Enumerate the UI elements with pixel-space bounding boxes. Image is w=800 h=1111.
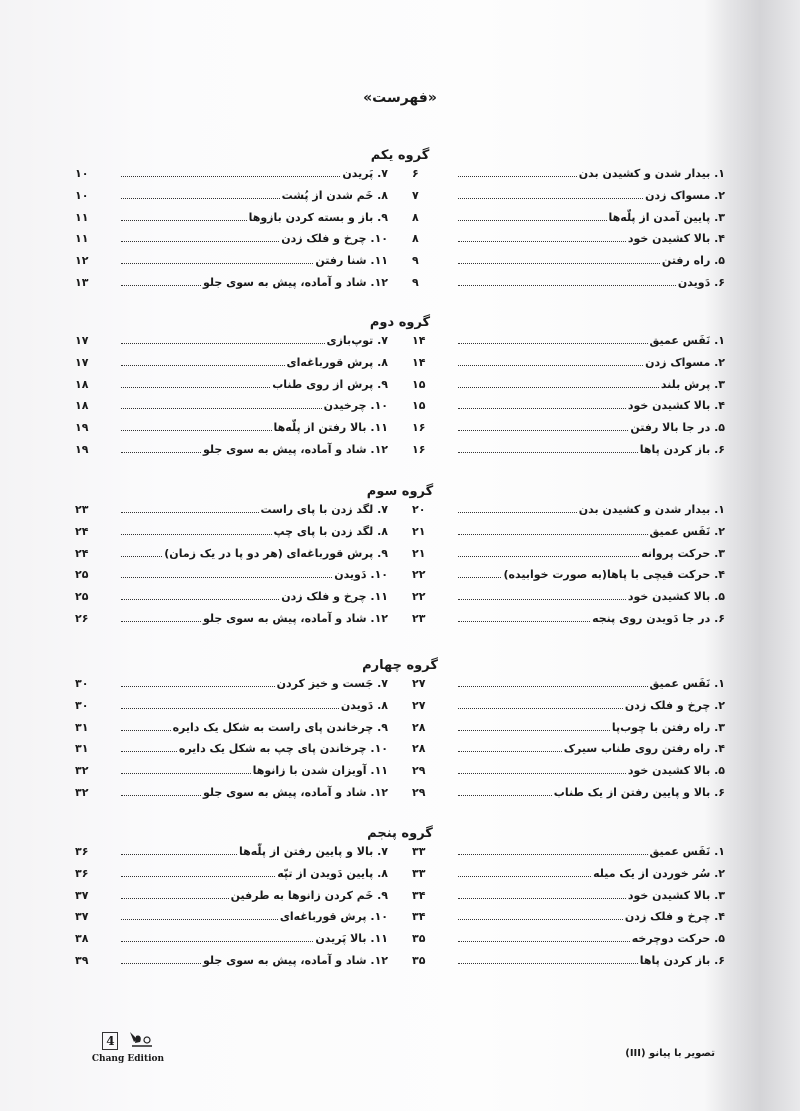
toc-entry[interactable] xyxy=(75,378,388,400)
dot-leader xyxy=(458,176,577,177)
entry-title: ۴. راه رفتن روی طناب سیرک xyxy=(563,742,725,756)
entry-page-number: ۲۳ xyxy=(412,611,426,625)
toc-entry[interactable] xyxy=(412,254,725,276)
toc-entry[interactable] xyxy=(412,399,725,421)
entry-title: ۱. نَفَس عمیق xyxy=(649,845,725,858)
toc-entry[interactable] xyxy=(75,525,388,547)
dot-leader xyxy=(121,452,201,453)
dot-leader xyxy=(458,898,626,899)
entry-title: ۴. بالا کشیدن خود xyxy=(627,232,725,246)
dot-leader xyxy=(121,408,322,409)
group-title: گروه چهارم xyxy=(362,658,438,673)
entry-title: ۲. مسواک زدن xyxy=(645,188,725,202)
dot-leader xyxy=(121,220,247,221)
entry-title: ۱. بیدار شدن و کشیدن بدن xyxy=(578,503,725,516)
dot-leader xyxy=(121,512,259,513)
entry-page-number: ۱۴ xyxy=(412,355,426,369)
dot-leader xyxy=(458,773,626,774)
dot-leader xyxy=(121,534,272,535)
toc-entry[interactable] xyxy=(75,889,388,911)
book-title: تصویر با پیانو (III) xyxy=(625,1048,715,1059)
dot-leader xyxy=(121,365,285,366)
entry-title: ۱. بیدار شدن و کشیدن بدن xyxy=(578,167,725,180)
group-title: گروه یکم xyxy=(370,148,430,163)
toc-entry[interactable] xyxy=(412,786,725,808)
dot-leader xyxy=(458,621,590,622)
toc-entry[interactable] xyxy=(75,867,388,889)
toc-entry[interactable] xyxy=(75,786,388,808)
entry-title: ۹. پرش قورباغه‌ای (هر دو پا در یک زمان) xyxy=(164,546,388,560)
toc-entry[interactable] xyxy=(412,334,725,356)
entry-page-number: ۱۳ xyxy=(75,275,89,289)
toc-entry[interactable] xyxy=(75,954,388,976)
dot-leader xyxy=(458,876,591,877)
entry-title: ۱۰. چرخیدن xyxy=(323,399,388,413)
toc-entry[interactable] xyxy=(412,232,725,254)
entry-page-number: ۳۰ xyxy=(75,698,89,712)
entry-title: ۶. بالا و پایین رفتن از یک طناب xyxy=(553,785,725,799)
dot-leader xyxy=(458,241,626,242)
dot-leader xyxy=(458,343,648,344)
toc-entry[interactable] xyxy=(412,443,725,465)
dot-leader xyxy=(121,176,340,177)
entry-title: ۱۰. چرخ و فلک زدن xyxy=(281,232,388,246)
dot-leader xyxy=(121,795,201,796)
toc-entry[interactable] xyxy=(412,932,725,954)
dot-leader xyxy=(458,686,648,687)
toc-column-left xyxy=(75,503,388,634)
entry-page-number: ۳۹ xyxy=(75,953,89,967)
toc-entry[interactable] xyxy=(412,547,725,569)
entry-page-number: ۳۷ xyxy=(75,910,89,924)
toc-column-left xyxy=(75,845,388,976)
dot-leader xyxy=(121,285,201,286)
entry-title: ۵. در جا بالا رفتن xyxy=(630,421,725,435)
toc-column-right xyxy=(412,334,725,465)
toc-column-right xyxy=(412,167,725,298)
toc-entry[interactable] xyxy=(412,189,725,211)
entry-page-number: ۲۳ xyxy=(75,503,89,516)
entry-title: ۱۱. بالا پَریدن xyxy=(315,932,388,946)
dot-leader xyxy=(458,285,676,286)
entry-page-number: ۹ xyxy=(412,275,419,289)
toc-entry[interactable] xyxy=(412,378,725,400)
entry-page-number: ۳۴ xyxy=(412,888,426,902)
entry-title: ۵. حرکت دوچرخه xyxy=(631,932,725,946)
group-title: گروه پنجم xyxy=(367,826,433,841)
toc-entry[interactable] xyxy=(75,211,388,233)
entry-title: ۳. پایین آمدن از پلّه‌ها xyxy=(608,210,725,224)
toc-entry[interactable] xyxy=(75,254,388,276)
dot-leader xyxy=(458,220,607,221)
toc-entry[interactable] xyxy=(412,742,725,764)
entry-page-number: ۱۲ xyxy=(75,254,89,268)
dot-leader xyxy=(458,708,623,709)
dot-leader xyxy=(458,408,626,409)
toc-entry[interactable] xyxy=(75,742,388,764)
entry-page-number: ۱۶ xyxy=(412,421,426,435)
page-title: «فهرست» xyxy=(363,90,437,106)
toc-entry[interactable] xyxy=(75,421,388,443)
entry-title: ۵. بالا کشیدن خود xyxy=(627,764,725,778)
entry-page-number: ۲۰ xyxy=(412,503,426,516)
entry-page-number: ۱۵ xyxy=(412,399,426,413)
toc-column-left xyxy=(75,167,388,298)
dot-leader xyxy=(121,387,270,388)
entry-page-number: ۹ xyxy=(412,254,419,268)
toc-entry[interactable] xyxy=(412,699,725,721)
toc-entry[interactable] xyxy=(75,276,388,298)
dot-leader xyxy=(121,963,201,964)
entry-title: ۱۰. چرخاندن پای چپ به شکل یک دایره xyxy=(178,742,388,756)
entry-title: ۳. راه رفتن با چوب‌پا xyxy=(611,720,725,734)
toc-entry[interactable] xyxy=(412,356,725,378)
entry-page-number: ۷ xyxy=(412,188,419,202)
entry-page-number: ۸ xyxy=(412,210,419,224)
dot-leader xyxy=(121,854,237,855)
publisher-name: Chang Edition xyxy=(91,1054,165,1064)
entry-page-number: ۱۹ xyxy=(75,442,89,456)
entry-page-number: ۲۱ xyxy=(412,546,426,560)
page-number: 4 xyxy=(102,1032,118,1050)
entry-page-number: ۳۲ xyxy=(75,785,89,799)
dot-leader xyxy=(458,919,623,920)
entry-title: ۱۱. چرخ و فلک زدن xyxy=(281,590,388,604)
entry-title: ۱۰. پرش قورباغه‌ای xyxy=(279,910,388,924)
toc-entry[interactable] xyxy=(412,590,725,612)
entry-title: ۷. لگد زدن با پای راست xyxy=(260,503,388,516)
entry-title: ۴. حرکت قیچی با پاها(به صورت خوابیده) xyxy=(503,568,725,582)
toc-entry[interactable] xyxy=(75,677,388,699)
dot-leader xyxy=(121,730,171,731)
dot-leader xyxy=(121,241,279,242)
entry-page-number: ۲۵ xyxy=(75,590,89,604)
toc-entry[interactable] xyxy=(412,721,725,743)
toc-group xyxy=(75,826,725,976)
dot-leader xyxy=(121,708,339,709)
dot-leader xyxy=(458,795,552,796)
entry-page-number: ۳۷ xyxy=(75,888,89,902)
toc-entry[interactable] xyxy=(412,167,725,189)
entry-page-number: ۳۱ xyxy=(75,742,89,756)
entry-title: ۲. چرخ و فلک زدن xyxy=(624,698,725,712)
toc-entry[interactable] xyxy=(412,954,725,976)
entry-page-number: ۲۹ xyxy=(412,764,426,778)
toc-entry[interactable] xyxy=(412,764,725,786)
dot-leader xyxy=(121,263,313,264)
entry-page-number: ۳۴ xyxy=(412,910,426,924)
dot-leader xyxy=(458,577,501,578)
toc-entry[interactable] xyxy=(75,699,388,721)
toc-entry[interactable] xyxy=(412,845,725,867)
group-title: گروه سوم xyxy=(366,484,434,499)
entry-title: ۶. باز کردن پاها xyxy=(639,442,725,456)
dot-leader xyxy=(458,263,660,264)
entry-title: ۵. بالا کشیدن خود xyxy=(627,590,725,604)
dot-leader xyxy=(121,686,275,687)
entry-page-number: ۱۴ xyxy=(412,334,426,347)
entry-title: ۴. بالا کشیدن خود xyxy=(627,399,725,413)
toc-column-left xyxy=(75,334,388,465)
entry-page-number: ۲۵ xyxy=(75,568,89,582)
toc-entry[interactable] xyxy=(75,764,388,786)
toc-group xyxy=(75,315,725,465)
toc-entry[interactable] xyxy=(412,568,725,590)
entry-title: ۷. توپ‌بازی xyxy=(326,334,388,347)
entry-page-number: ۱۹ xyxy=(75,421,89,435)
group-title: گروه دوم xyxy=(369,315,431,330)
entry-title: ۱۲. شاد و آماده، پیش به سوی جلو xyxy=(203,275,388,289)
entry-title: ۲. نَفَس عمیق xyxy=(649,524,725,538)
toc-entry[interactable] xyxy=(412,910,725,932)
entry-page-number: ۳۵ xyxy=(412,932,426,946)
dot-leader xyxy=(121,577,332,578)
dot-leader xyxy=(458,452,638,453)
publisher-footer xyxy=(88,1030,168,1064)
entry-title: ۷. پَریدن xyxy=(342,167,388,180)
entry-title: ۳. بالا کشیدن خود xyxy=(627,888,725,902)
toc-entry[interactable] xyxy=(75,721,388,743)
entry-title: ۹. باز و بسته کردن بازوها xyxy=(248,210,388,224)
dot-leader xyxy=(458,854,648,855)
toc-entry[interactable] xyxy=(75,503,388,525)
entry-title: ۸. پایین دَویدن از تپّه xyxy=(277,866,388,880)
entry-page-number: ۱۷ xyxy=(75,355,89,369)
entry-title: ۲. مسواک زدن xyxy=(645,355,725,369)
entry-page-number: ۱۱ xyxy=(75,210,89,224)
dot-leader xyxy=(121,773,251,774)
toc-column-left xyxy=(75,677,388,808)
entry-page-number: ۳۵ xyxy=(412,953,426,967)
toc-entry[interactable] xyxy=(412,889,725,911)
entry-page-number: ۳۶ xyxy=(75,866,89,880)
entry-page-number: ۲۱ xyxy=(412,524,426,538)
dot-leader xyxy=(458,751,562,752)
dot-leader xyxy=(121,876,275,877)
dot-leader xyxy=(121,599,279,600)
entry-page-number: ۶ xyxy=(412,167,419,180)
dot-leader xyxy=(458,512,577,513)
entry-title: ۱۲. شاد و آماده، پیش به سوی جلو xyxy=(203,611,388,625)
entry-title: ۹. خَم کردن زانوها به طرفین xyxy=(230,888,388,902)
entry-page-number: ۲۹ xyxy=(412,785,426,799)
entry-page-number: ۲۲ xyxy=(412,590,426,604)
entry-title: ۱۲. شاد و آماده، پیش به سوی جلو xyxy=(203,953,388,967)
entry-page-number: ۲۶ xyxy=(75,611,89,625)
entry-title: ۳. پرش بلند xyxy=(660,377,725,391)
entry-title: ۸. دَویدن xyxy=(340,698,388,712)
dot-leader xyxy=(121,898,229,899)
toc-entry[interactable] xyxy=(412,421,725,443)
entry-title: ۷. جَست و خیز کردن xyxy=(276,677,388,690)
toc-entry[interactable] xyxy=(412,211,725,233)
entry-page-number: ۱۷ xyxy=(75,334,89,347)
dot-leader xyxy=(458,365,643,366)
entry-title: ۶. در جا دَویدن روی پنجه xyxy=(592,611,725,625)
dot-leader xyxy=(458,730,610,731)
entry-title: ۱۰. دَویدن xyxy=(334,568,388,582)
entry-title: ۸. لگد زدن با پای چپ xyxy=(273,524,388,538)
toc-entry[interactable] xyxy=(412,276,725,298)
dot-leader xyxy=(458,599,626,600)
entry-title: ۵. راه رفتن xyxy=(661,254,725,268)
toc-entry[interactable] xyxy=(75,612,388,634)
entry-page-number: ۱۶ xyxy=(412,442,426,456)
entry-page-number: ۲۸ xyxy=(412,720,426,734)
toc-entry[interactable] xyxy=(412,867,725,889)
entry-title: ۱۱. بالا رفتن از پلّه‌ها xyxy=(273,421,388,435)
entry-page-number: ۲۴ xyxy=(75,546,89,560)
toc-column-right xyxy=(412,503,725,634)
dot-leader xyxy=(458,534,648,535)
toc-entry[interactable] xyxy=(75,547,388,569)
toc-entry[interactable] xyxy=(75,910,388,932)
toc-entry[interactable] xyxy=(75,932,388,954)
dot-leader xyxy=(121,941,313,942)
toc-entry[interactable] xyxy=(75,590,388,612)
entry-page-number: ۱۰ xyxy=(75,167,89,180)
entry-page-number: ۳۲ xyxy=(75,764,89,778)
entry-page-number: ۸ xyxy=(412,232,419,246)
entry-title: ۴. چرخ و فلک زدن xyxy=(624,910,725,924)
toc-group xyxy=(75,658,725,808)
dot-leader xyxy=(458,941,630,942)
entry-page-number: ۱۱ xyxy=(75,232,89,246)
entry-page-number: ۱۸ xyxy=(75,377,89,391)
dot-leader xyxy=(121,430,272,431)
dot-leader xyxy=(121,198,280,199)
entry-title: ۷. بالا و پایین رفتن از پلّه‌ها xyxy=(238,845,388,858)
toc-entry[interactable] xyxy=(412,503,725,525)
toc-entry[interactable] xyxy=(75,568,388,590)
toc-entry[interactable] xyxy=(75,443,388,465)
toc-entry[interactable] xyxy=(412,677,725,699)
entry-title: ۲. سُر خوردن از یک میله xyxy=(593,866,725,880)
entry-title: ۶. باز کردن پاها xyxy=(639,953,725,967)
entry-page-number: ۱۸ xyxy=(75,399,89,413)
dot-leader xyxy=(121,556,162,557)
entry-page-number: ۳۳ xyxy=(412,845,426,858)
entry-page-number: ۲۸ xyxy=(412,742,426,756)
entry-page-number: ۳۱ xyxy=(75,720,89,734)
dot-leader xyxy=(458,430,628,431)
toc-group xyxy=(75,484,725,634)
dot-leader xyxy=(458,387,659,388)
entry-title: ۸. خَم شدن از پُشت xyxy=(281,188,388,202)
entry-title: ۹. پرش از روی طناب xyxy=(272,377,388,391)
toc-entry[interactable] xyxy=(75,356,388,378)
entry-page-number: ۱۵ xyxy=(412,377,426,391)
toc-entry[interactable] xyxy=(75,399,388,421)
dot-leader xyxy=(121,343,325,344)
dot-leader xyxy=(458,556,639,557)
entry-title: ۸. پرش قورباغه‌ای xyxy=(286,355,388,369)
entry-title: ۱۱. آویزان شدن با زانوها xyxy=(252,764,388,778)
entry-title: ۶. دَویدن xyxy=(677,275,725,289)
entry-page-number: ۳۰ xyxy=(75,677,89,690)
toc-group xyxy=(75,148,725,298)
entry-title: ۹. چرخاندن پای راست به شکل یک دایره xyxy=(172,720,388,734)
dot-leader xyxy=(121,751,177,752)
toc-entry[interactable] xyxy=(75,334,388,356)
toc-entry[interactable] xyxy=(412,525,725,547)
entry-page-number: ۲۷ xyxy=(412,677,426,690)
entry-page-number: ۳۶ xyxy=(75,845,89,858)
dot-leader xyxy=(121,919,278,920)
entry-page-number: ۲۷ xyxy=(412,698,426,712)
dot-leader xyxy=(458,198,643,199)
entry-title: ۱۱. شنا رفتن xyxy=(315,254,388,268)
entry-page-number: ۲۲ xyxy=(412,568,426,582)
entry-page-number: ۱۰ xyxy=(75,188,89,202)
entry-title: ۱. نَفَس عمیق xyxy=(649,677,725,690)
toc-entry[interactable] xyxy=(75,189,388,211)
publisher-logo-icon xyxy=(128,1030,154,1052)
dot-leader xyxy=(121,621,201,622)
entry-title: ۱۲. شاد و آماده، پیش به سوی جلو xyxy=(203,442,388,456)
entry-title: ۳. حرکت پروانه xyxy=(641,546,725,560)
toc-entry[interactable] xyxy=(75,167,388,189)
toc-column-right xyxy=(412,845,725,976)
toc-entry[interactable] xyxy=(75,845,388,867)
toc-column-right xyxy=(412,677,725,808)
toc-entry[interactable] xyxy=(75,232,388,254)
entry-page-number: ۳۸ xyxy=(75,932,89,946)
entry-title: ۱۲. شاد و آماده، پیش به سوی جلو xyxy=(203,785,388,799)
entry-page-number: ۳۳ xyxy=(412,866,426,880)
dot-leader xyxy=(458,963,638,964)
entry-page-number: ۲۴ xyxy=(75,524,89,538)
entry-title: ۱. نَفَس عمیق xyxy=(649,334,725,347)
toc-entry[interactable] xyxy=(412,612,725,634)
